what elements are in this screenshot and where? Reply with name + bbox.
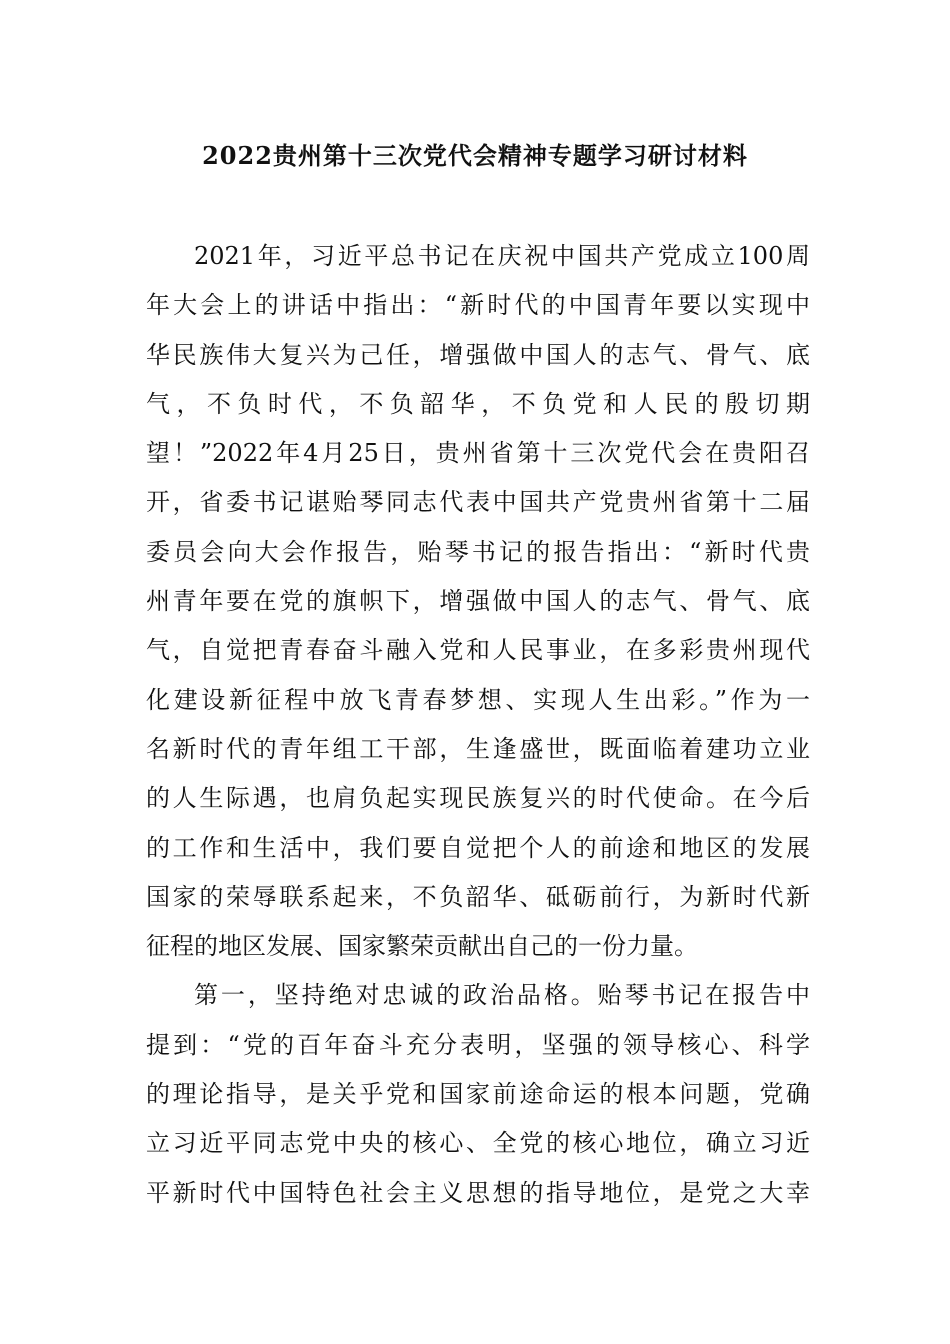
body-text-line: 化建设新征程中放飞青春梦想、实现人生出彩。”作为一 (146, 685, 810, 714)
document-body (146, 232, 810, 1218)
body-text-line: 委员会向大会作报告，贻琴书记的报告指出：“新时代贵 (146, 537, 810, 566)
body-text-line: 州青年要在党的旗帜下，增强做中国人的志气、骨气、底 (146, 587, 810, 616)
body-text-line: 平新时代中国特色社会主义思想的指导地位，是党之大幸 (146, 1178, 810, 1207)
body-text-line: 国家的荣辱联系起来，不负韶华、砥砺前行，为新时代新 (146, 882, 810, 911)
body-text-line: 征程的地区发展、国家繁荣贡献出自己的一份力量。 (146, 932, 698, 961)
body-text-line: 望！”2022年4月25日，贵州省第十三次党代会在贵阳召 (146, 439, 810, 468)
body-text-line: 名新时代的青年组工干部，生逢盛世，既面临着建功立业 (146, 734, 810, 763)
body-text-line: 立习近平同志党中央的核心、全党的核心地位，确立习近 (146, 1129, 810, 1158)
body-text-line: 第一，坚持绝对忠诚的政治品格。贻琴书记在报告中 (194, 981, 810, 1010)
body-text-line: 的工作和生活中，我们要自觉把个人的前途和地区的发展 (146, 833, 810, 862)
body-text-line: 气，不负时代，不负韶华，不负党和人民的殷切期 (146, 389, 810, 418)
body-text-line: 年大会上的讲话中指出：“新时代的中国青年要以实现中 (146, 291, 810, 320)
body-text-line: 开，省委书记谌贻琴同志代表中国共产党贵州省第十二届 (146, 488, 810, 517)
body-text-line: 提到：“党的百年奋斗充分表明，坚强的领导核心、科学 (146, 1030, 810, 1059)
body-text-line: 的理论指导，是关乎党和国家前途命运的根本问题，党确 (146, 1080, 810, 1109)
body-text-line: 华民族伟大复兴为己任，增强做中国人的志气、骨气、底 (146, 340, 810, 369)
body-text-line: 气，自觉把青春奋斗融入党和人民事业，在多彩贵州现代 (146, 636, 810, 665)
body-text-line: 的人生际遇，也肩负起实现民族复兴的时代使命。在今后 (146, 784, 810, 813)
body-text-line: 2021年，习近平总书记在庆祝中国共产党成立100周 (194, 242, 810, 270)
document-title: 2022贵州第十三次党代会精神专题学习研讨材料 (202, 141, 748, 170)
